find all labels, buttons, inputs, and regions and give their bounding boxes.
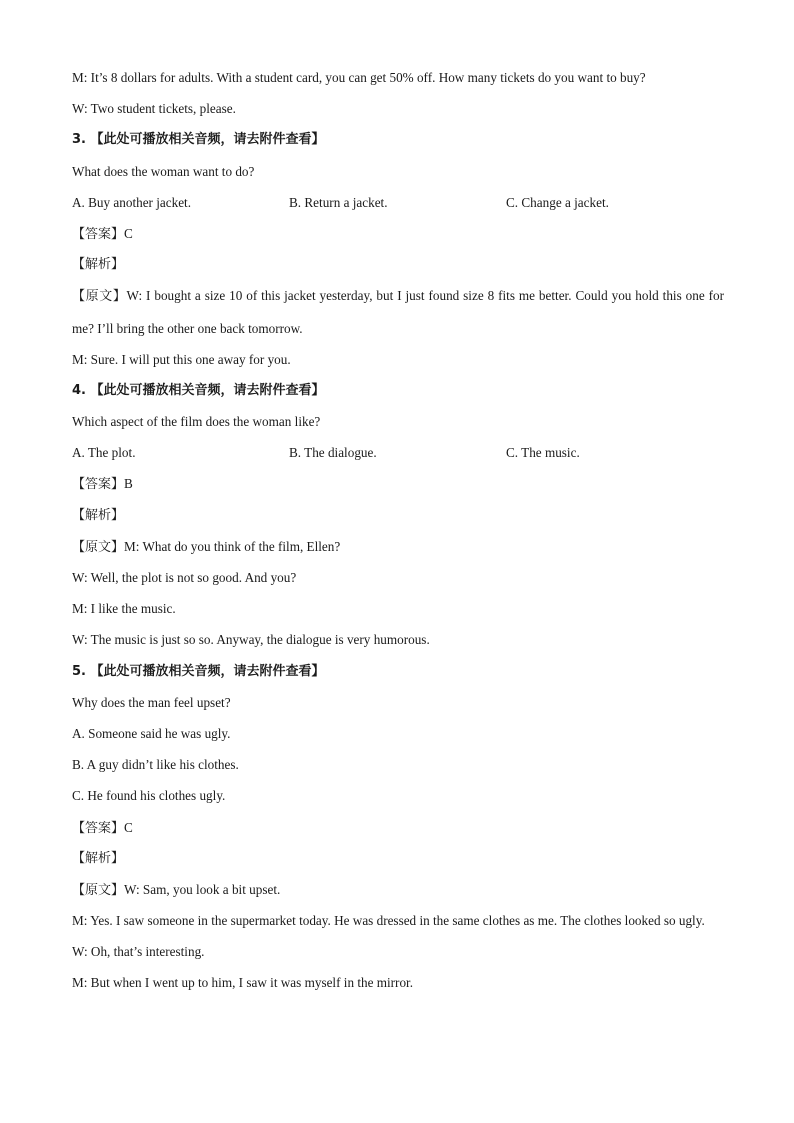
question-4-transcript — [72, 531, 724, 562]
original-label: 【原文】 — [72, 882, 125, 898]
question-5-answer — [72, 812, 724, 843]
option-b: B. A guy didn’t like his clothes. — [72, 757, 239, 773]
transcript-text: W: Sam, you look a bit upset. — [124, 881, 281, 897]
question-3-transcript — [72, 280, 724, 343]
question-4-analysis: 【解析】 — [72, 507, 125, 523]
answer-value: C — [124, 819, 133, 835]
transcript-line: W: Well, the plot is not so good. And you? — [72, 570, 297, 586]
answer-value: C — [124, 225, 133, 241]
question-4-text: Which aspect of the film does the woman like? — [72, 414, 321, 430]
question-3-options — [72, 187, 724, 218]
option-a: A. The plot. — [72, 445, 136, 461]
document-page — [72, 62, 724, 999]
transcript-line: M: But when I went up to him, I saw it was myself in the mirror. — [72, 975, 414, 991]
transcript-line: M: I like the music. — [72, 601, 176, 617]
answer-value: B — [124, 476, 133, 492]
option-c: C. He found his clothes ugly. — [72, 788, 226, 804]
transcript-line: M: It’s 8 dollars for adults. With a student card, you can get 50% off. How many tickets do you want to buy? — [72, 70, 646, 85]
question-3-analysis: 【解析】 — [72, 257, 125, 273]
question-3-answer — [72, 218, 724, 249]
transcript-line: M: Sure. I will put this one away for you. — [72, 351, 291, 367]
transcript-line: W: Two student tickets, please. — [72, 101, 236, 117]
option-b: B. The dialogue. — [289, 445, 377, 461]
answer-label: 【答案】 — [72, 477, 125, 493]
option-c: C. Change a jacket. — [506, 194, 609, 210]
answer-label: 【答案】 — [72, 820, 125, 836]
question-4-options — [72, 437, 724, 468]
question-5-analysis: 【解析】 — [72, 850, 125, 866]
question-5-transcript — [72, 874, 724, 905]
transcript-text: M: What do you think of the film, Ellen? — [124, 538, 341, 554]
answer-label: 【答案】 — [72, 226, 125, 242]
question-5-heading: 5. 【此处可播放相关音频，请去附件查看】 — [72, 663, 325, 679]
option-c: C. The music. — [506, 445, 580, 461]
transcript-line: M: Yes. I saw someone in the supermarket today. He was dressed in the same clothes as me. The clothes looked so ugly. — [72, 913, 705, 929]
transcript-text: W: I bought a size 10 of this jacket yesterday, but I just found size 8 fits me better. Could you hold this one for me? I’ll bring the other one back tomorrow. — [72, 288, 724, 336]
option-b: B. Return a jacket. — [289, 194, 388, 210]
original-label: 【原文】 — [72, 289, 127, 305]
question-4-answer — [72, 468, 724, 499]
question-3-text: What does the woman want to do? — [72, 163, 255, 179]
original-label: 【原文】 — [72, 539, 125, 555]
question-4-heading: 4. 【此处可播放相关音频，请去附件查看】 — [72, 382, 325, 398]
option-a: A. Buy another jacket. — [72, 194, 192, 210]
question-3-heading: 3. 【此处可播放相关音频，请去附件查看】 — [72, 132, 325, 148]
option-a: A. Someone said he was ugly. — [72, 725, 231, 741]
question-5-text: Why does the man feel upset? — [72, 694, 231, 710]
transcript-line: W: The music is just so so. Anyway, the dialogue is very humorous. — [72, 632, 430, 648]
transcript-line: W: Oh, that’s interesting. — [72, 944, 205, 960]
